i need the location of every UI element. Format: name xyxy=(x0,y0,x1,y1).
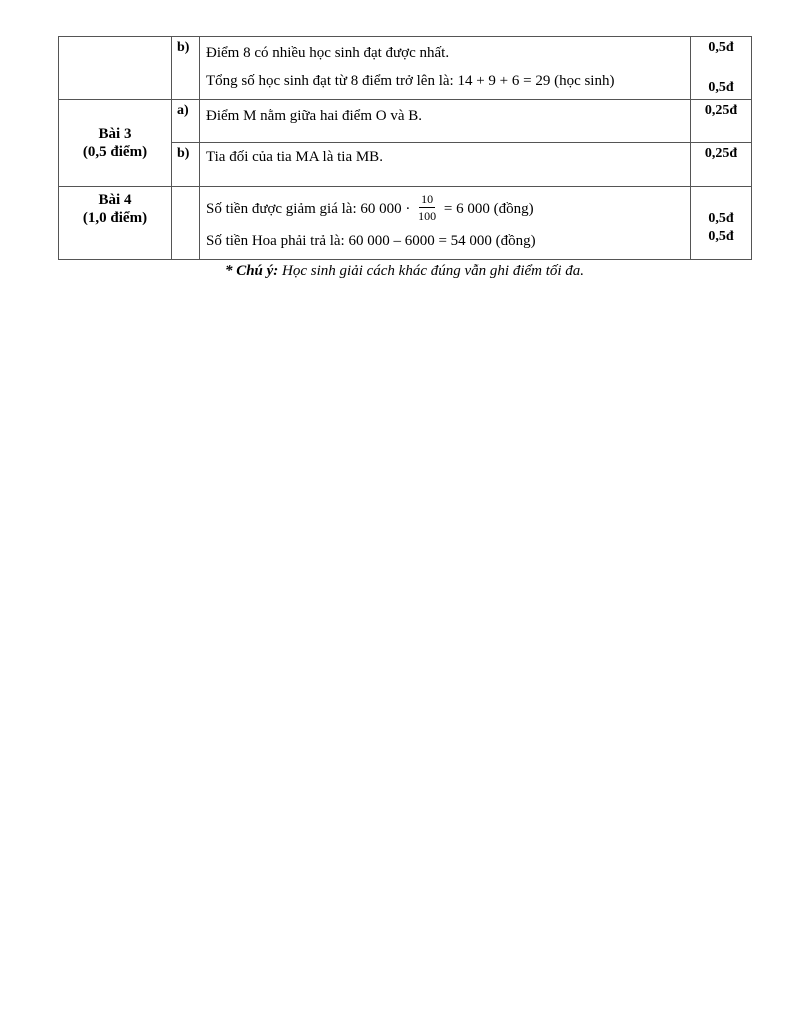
score-cell xyxy=(691,100,752,143)
answer-line: Điểm M nằm giữa hai điểm O và B. xyxy=(206,108,423,124)
score-cell xyxy=(691,37,752,100)
answer-content xyxy=(200,100,691,143)
answer-text: Số tiền được giảm giá là: 60 000 · xyxy=(206,201,411,217)
bai-points: (1,0 điểm) xyxy=(82,210,148,226)
answer-content xyxy=(200,143,691,187)
table-row xyxy=(59,187,752,260)
score-value: 0,5đ xyxy=(708,80,734,95)
part-label: b) xyxy=(172,143,200,187)
fraction-denominator: 100 xyxy=(418,209,437,224)
answer-table xyxy=(58,36,752,260)
bai-points: (0,5 điểm) xyxy=(82,144,148,160)
table-row xyxy=(59,37,752,100)
score-value: 0,5đ xyxy=(708,211,734,226)
score-value: 0,5đ xyxy=(708,40,734,55)
answer-content xyxy=(200,187,691,260)
score-value: 0,25đ xyxy=(704,103,738,118)
bai-title: Bài 4 xyxy=(98,192,132,208)
answer-content xyxy=(200,37,691,100)
fraction-numerator: 10 xyxy=(421,192,434,207)
bai-title: Bài 3 xyxy=(98,126,132,142)
answer-line: Tổng số học sinh đạt từ 8 điểm trở lên là: 14 + 9 + 6 = 29 (học sinh) xyxy=(206,73,615,89)
bai-cell-empty xyxy=(59,37,172,100)
footnote-text: Học sinh giải cách khác đúng vẫn ghi điểm tối đa. xyxy=(282,263,585,279)
part-label: b) xyxy=(172,37,200,100)
score-cell xyxy=(691,143,752,187)
answer-text: = 6 000 (đồng) xyxy=(443,201,534,217)
footnote-label: * Chú ý: xyxy=(224,263,279,279)
part-label: a) xyxy=(172,100,200,143)
answer-line: Tia đối của tia MA là tia MB. xyxy=(206,149,383,165)
footnote xyxy=(58,263,751,280)
answer-line xyxy=(206,187,684,231)
bai-cell xyxy=(59,187,172,260)
bai-cell xyxy=(59,100,172,187)
fraction xyxy=(418,192,436,223)
score-value: 0,25đ xyxy=(704,146,738,161)
table-row xyxy=(59,100,752,143)
score-value: 0,5đ xyxy=(708,229,734,244)
answer-line: Số tiền Hoa phải trả là: 60 000 – 6000 = 54 000 (đồng) xyxy=(206,233,536,249)
score-cell xyxy=(691,187,752,260)
answer-sheet xyxy=(58,36,751,280)
part-cell-empty xyxy=(172,187,200,260)
answer-line: Điểm 8 có nhiều học sinh đạt được nhất. xyxy=(206,45,450,61)
